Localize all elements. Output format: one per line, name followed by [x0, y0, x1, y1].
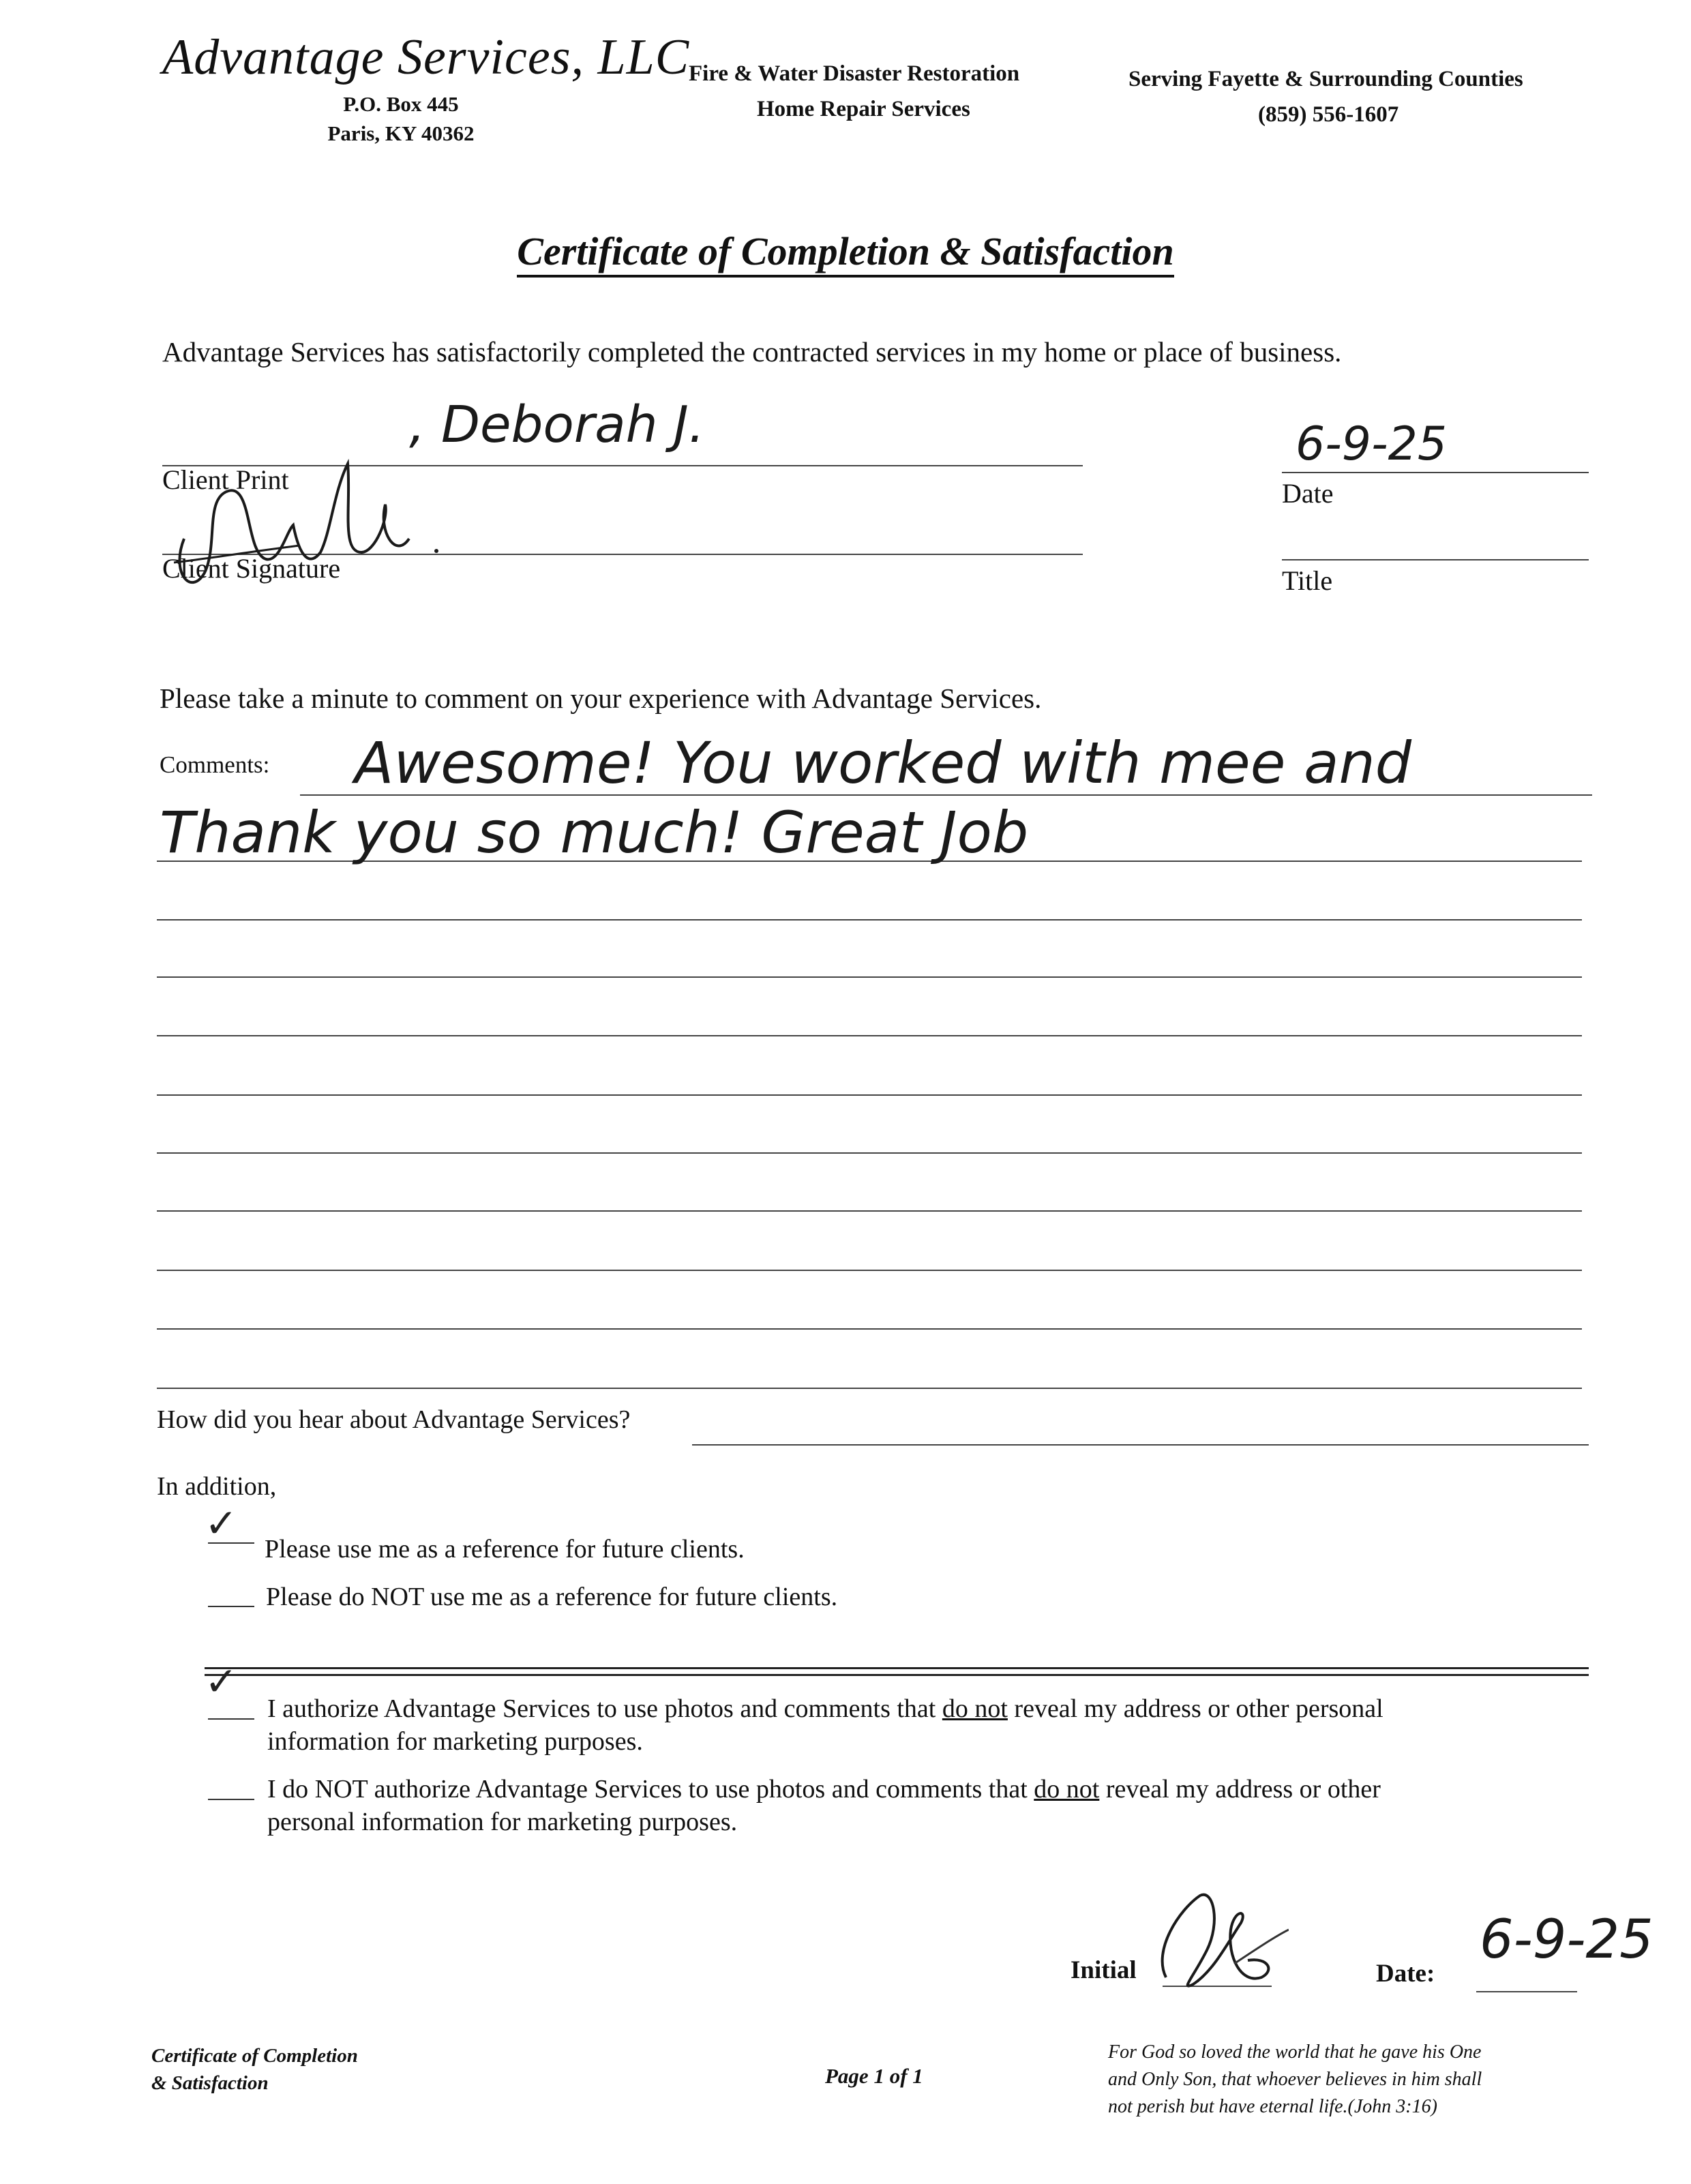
reference-no-blank[interactable]	[208, 1606, 254, 1607]
initial-date-value[interactable]: 6-9-25	[1480, 1909, 1653, 1971]
address-line-1: P.O. Box 445	[343, 92, 459, 116]
initial-label: Initial	[1071, 1956, 1137, 1984]
date-value[interactable]: 6-9-25	[1296, 417, 1448, 471]
footer-verse: For God so loved the world that he gave his One and Only Son, that whoever believes in him shall not perish but have eternal life.(John 3:16)	[1108, 2041, 1482, 2117]
authorize-yes-blank[interactable]	[208, 1718, 254, 1720]
client-print-value[interactable]: , Deborah J.	[409, 395, 705, 454]
client-signature-label: Client Signature	[162, 553, 341, 584]
reference-yes-option: Please use me as a reference for future clients.	[265, 1535, 745, 1564]
authorize-no-option: I do NOT authorize Advantage Services to use photos and comments that do not reveal my address or other personal information for marketing purposes.	[267, 1775, 1381, 1836]
authorize-yes-option: I authorize Advantage Services to use photos and comments that do not reveal my address or other personal information for marketing purposes.	[267, 1694, 1383, 1756]
completion-statement: Advantage Services has satisfactorily completed the contracted services in my home or place of business.	[162, 336, 1342, 368]
date-label: Date	[1282, 478, 1334, 509]
client-signature[interactable]	[164, 450, 477, 600]
client-print-label: Client Print	[162, 464, 289, 495]
comments-label: Comments:	[160, 751, 270, 778]
service-area: Serving Fayette & Surrounding Counties	[1128, 67, 1523, 91]
reference-no-option: Please do NOT use me as a reference for future clients.	[266, 1583, 838, 1611]
authorize-no-blank[interactable]	[208, 1799, 254, 1800]
initial-date-label: Date:	[1376, 1960, 1435, 1988]
page-number: Page 1 of 1	[825, 2064, 923, 2088]
check-mark-icon: ✓	[205, 1658, 238, 1705]
comment-line-1[interactable]: Awesome! You worked with mee and	[355, 730, 1412, 796]
comment-prompt: Please take a minute to comment on your experience with Advantage Services.	[160, 683, 1042, 714]
initial-signature[interactable]	[1152, 1882, 1289, 2005]
comment-line-2[interactable]: Thank you so much! Great Job	[160, 799, 1029, 866]
title-label: Title	[1282, 565, 1333, 596]
service-line-2: Home Repair Services	[757, 97, 970, 121]
hear-about-label: How did you hear about Advantage Services?	[157, 1405, 631, 1434]
phone-number: (859) 556-1607	[1258, 102, 1399, 127]
service-line-1: Fire & Water Disaster Restoration	[689, 61, 1020, 86]
in-addition-label: In addition,	[157, 1472, 277, 1501]
footer-form-name: Certificate of Completion & Satisfaction	[151, 2045, 358, 2094]
check-mark-icon: ✓	[205, 1500, 238, 1546]
certificate-title: Certificate of Completion & Satisfaction	[0, 228, 1691, 274]
address-line-2: Paris, KY 40362	[327, 121, 475, 145]
company-name: Advantage Services, LLC	[162, 29, 690, 85]
